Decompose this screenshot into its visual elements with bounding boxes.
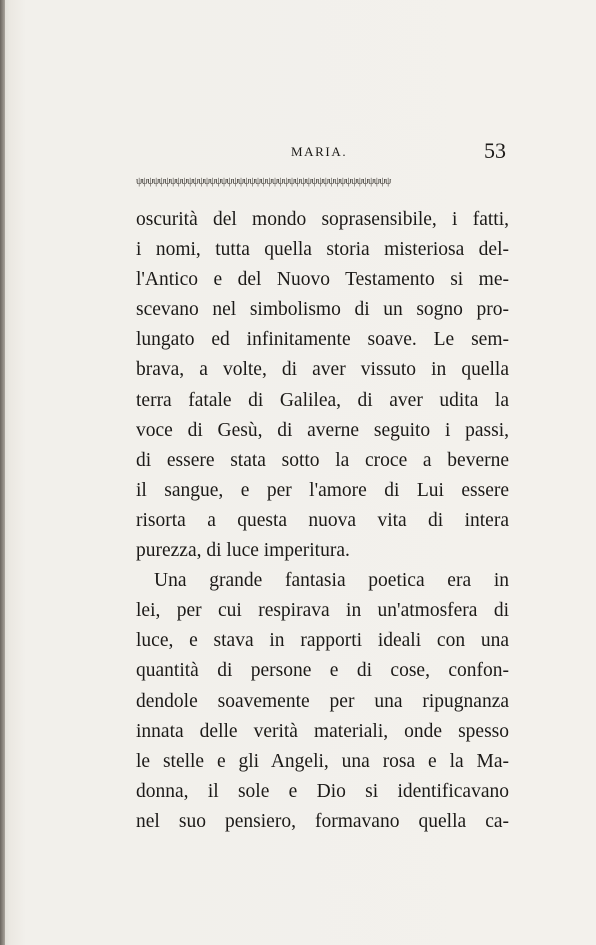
text-line: il sangue, e per l'amore di Lui essere <box>136 479 509 501</box>
page-header <box>136 138 510 172</box>
text-line: le stelle e gli Angeli, una rosa e la Ma- <box>136 750 509 772</box>
decorative-rule: ψψψψψψψψψψψψψψψψψψψψψψψψψψψψψψψψψψψψψψψψψψψψψ <box>136 177 391 187</box>
text-line: voce di Gesù, di averne seguito i passi, <box>136 419 509 441</box>
text-line: scevano nel simbolismo di un sogno pro- <box>136 299 509 321</box>
text-line: purezza, di luce imperitura. <box>136 540 350 562</box>
running-title: MARIA. <box>291 144 348 159</box>
text-line: Una grande fantasia poetica era in <box>154 570 509 592</box>
page-number: 53 <box>484 138 506 163</box>
text-line: innata delle verità materiali, onde spesso <box>136 720 509 742</box>
text-line: brava, a volte, di aver vissuto in quella <box>136 359 509 381</box>
text-line: risorta a questa nuova vita di intera <box>136 509 509 531</box>
text-line: terra fatale di Galilea, di aver udita la <box>136 389 509 411</box>
text-line: dendole soavemente per una ripugnanza <box>136 690 509 712</box>
text-line: nel suo pensiero, formavano quella ca- <box>136 810 509 832</box>
text-line: quantità di persone e di cose, confon- <box>136 660 509 682</box>
text-line: lungato ed infinitamente soave. Le sem- <box>136 329 509 351</box>
text-line: oscurità del mondo soprasensibile, i fatti, <box>136 209 509 230</box>
body-text <box>136 205 509 837</box>
text-line: i nomi, tutta quella storia misteriosa del- <box>136 239 509 261</box>
text-line: di essere stata sotto la croce a beverne <box>136 449 509 471</box>
page-spine-edge <box>0 0 5 945</box>
text-line: donna, il sole e Dio si identificavano <box>136 780 509 802</box>
text-line: lei, per cui respirava in un'atmosfera di <box>136 600 509 622</box>
text-line: luce, e stava in rapporti ideali con una <box>136 630 509 652</box>
text-line: l'Antico e del Nuovo Testamento si me- <box>136 269 509 291</box>
